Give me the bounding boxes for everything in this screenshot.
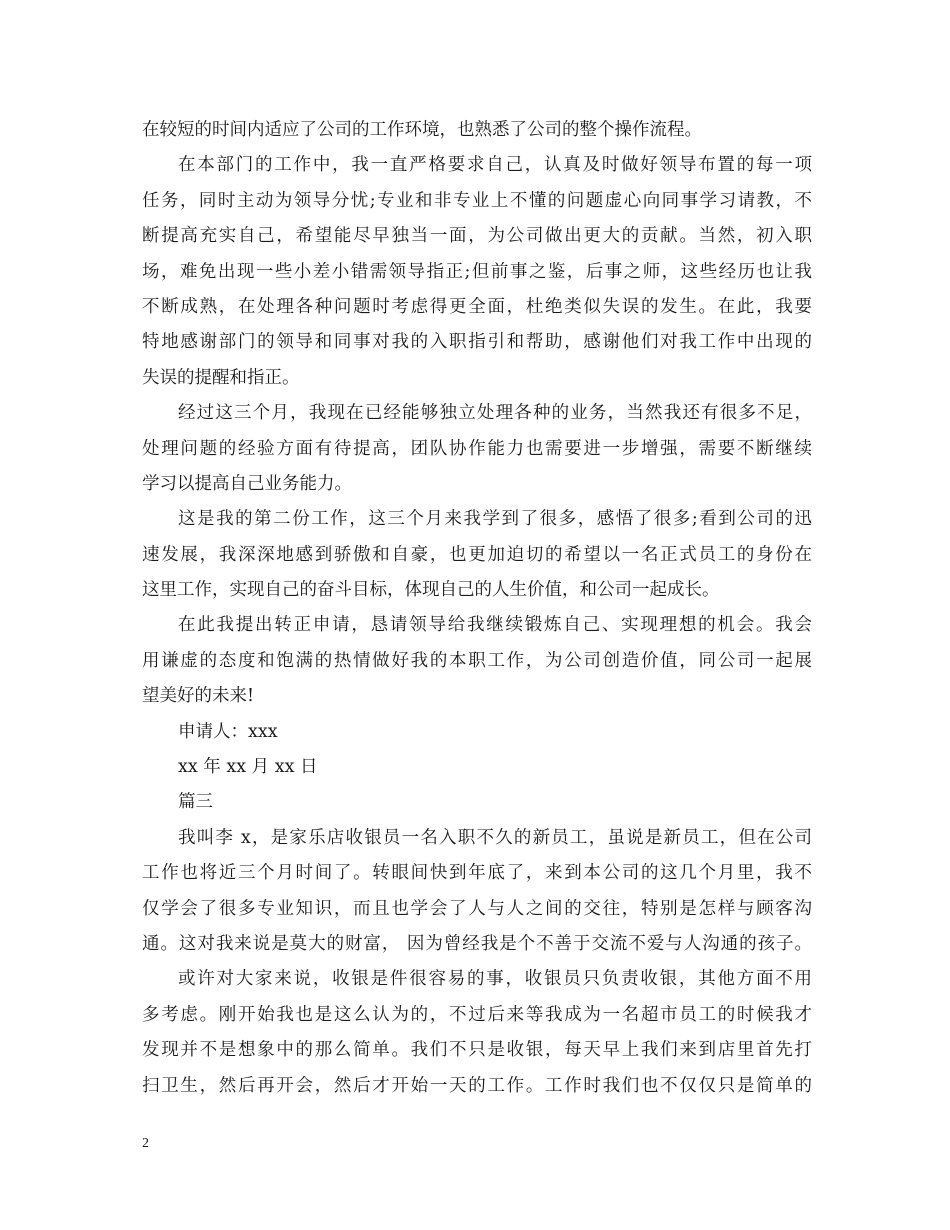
text-line: 速发展，我深深地感到骄傲和自豪，也更加迫切的希望以一名正式员工的身份在 — [142, 544, 812, 565]
text-line: 经过这三个月，我现在已经能够独立处理各种的业务，当然我还有很多不足， — [178, 403, 812, 424]
text-line: 场，难免出现一些小差小错需领导指正;但前事之鉴，后事之师，这些经历也让我 — [142, 261, 812, 282]
text-line: 断提高充实自己，希望能尽早独当一面，为公司做出更大的贡献。当然，初入职 — [142, 226, 812, 247]
signature-date: xx 年 xx 月 xx 日 — [178, 757, 318, 778]
text-line: 在较短的时间内适应了公司的工作环境，也熟悉了公司的整个操作流程。 — [142, 120, 702, 140]
text-line: 工作也将近三个月时间了。转眼间快到年底了，来到本公司的这几个月里，我不 — [142, 863, 812, 884]
text-line: 发现并不是想象中的那么简单。我们不只是收银，每天早上我们来到店里首先打 — [142, 1040, 812, 1061]
text-line: 处理问题的经验方面有待提高，团队协作能力也需要进一步增强，需要不断继续 — [142, 438, 812, 459]
signature-applicant: 申请人：xxx — [178, 721, 278, 742]
text-line: 或许对大家来说，收银是件很容易的事，收银员只负责收银，其他方面不用 — [178, 969, 812, 990]
text-line: 在此我提出转正申请，恳请领导给我继续锻炼自己、实现理想的机会。我会 — [178, 615, 812, 636]
text-line: 多考虑。刚开始我也是这么认为的，不过后来等我成为一名超市员工的时候我才 — [142, 1004, 812, 1025]
text-line: 这是我的第二份工作，这三个月来我学到了很多，感悟了很多;看到公司的迅 — [178, 509, 812, 530]
text-line: 通。这对我来说是莫大的财富， 因为曾经我是个不善于交流不爱与人沟通的孩子。 — [142, 933, 812, 954]
text-line: 在本部门的工作中，我一直严格要求自己，认真及时做好领导布置的每一项 — [178, 155, 812, 176]
text-line: 不断成熟，在处理各种问题时考虑得更全面，杜绝类似失误的发生。在此，我要 — [142, 296, 812, 317]
text-line: 望美好的未来! — [142, 686, 255, 707]
page-number: 2 — [142, 1136, 149, 1151]
text-line: 特地感谢部门的领导和同事对我的入职指引和帮助，感谢他们对我工作中出现的 — [142, 332, 812, 353]
body-text — [142, 113, 812, 1104]
text-line: 仅学会了很多专业知识，而且也学会了人与人之间的交往，特别是怎样与顾客沟 — [142, 898, 812, 919]
text-line: 这里工作，实现自己的奋斗目标，体现自己的人生价值，和公司一起成长。 — [142, 580, 720, 601]
section-heading: 篇三 — [178, 792, 213, 813]
text-line: 扫卫生，然后再开会，然后才开始一天的工作。工作时我们也不仅仅只是简单的 — [142, 1075, 812, 1096]
text-line: 失误的提醒和指正。 — [142, 367, 300, 388]
text-line: 任务，同时主动为领导分忧;专业和非专业上不懂的问题虚心向同事学习请教，不 — [142, 190, 812, 211]
text-line: 用谦虚的态度和饱满的热情做好我的本职工作，为公司创造价值，同公司一起展 — [142, 650, 812, 671]
text-line: 我叫李 x，是家乐店收银员一名入职不久的新员工，虽说是新员工，但在公司 — [178, 827, 812, 848]
text-line: 学习以提高自己业务能力。 — [142, 473, 352, 494]
